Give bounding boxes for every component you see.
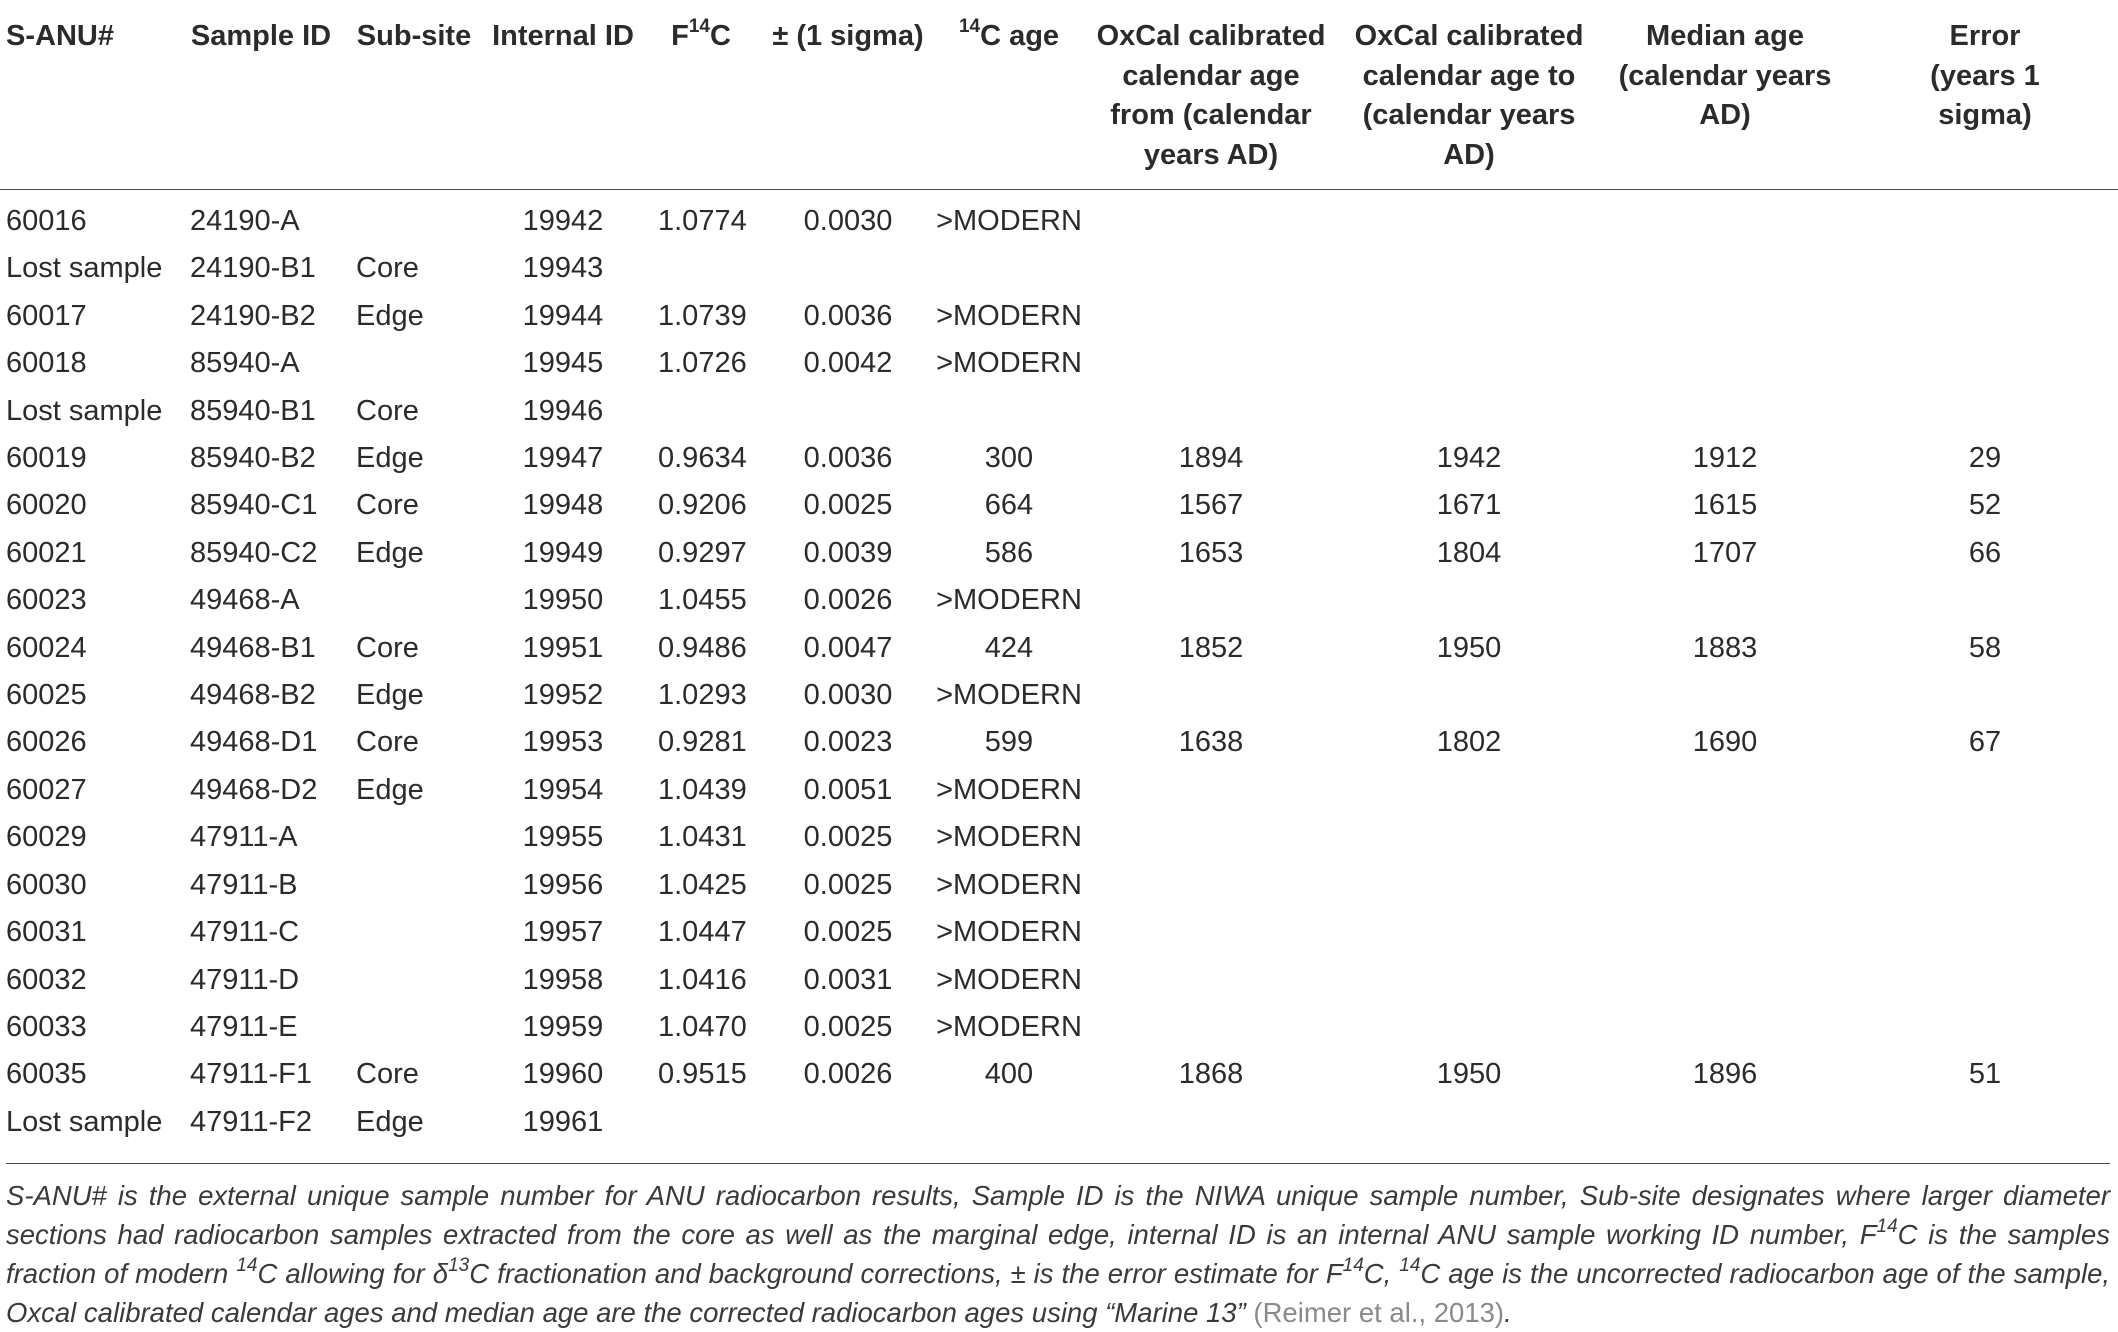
footnote-text-1: S-ANU# is the external unique sample number for ANU radiocarbon results, Sample ID is the NIWA unique sample number, Sub-site — [6, 1180, 1681, 1211]
cell-14c-age: >MODERN — [936, 205, 1082, 237]
cell-median-age — [1598, 862, 1852, 909]
cell-calibrated-from: 1852 — [1178, 631, 1244, 664]
cell-sub-site — [344, 340, 484, 387]
cell-median-age — [1598, 340, 1852, 387]
cell-median-age — [1598, 293, 1852, 340]
cell-sigma: 0.0042 — [803, 347, 893, 380]
cell-sub-site — [344, 957, 484, 1004]
cell-sigma: 0.0039 — [803, 536, 893, 569]
cell-f14c: 0.9515 — [658, 1058, 747, 1091]
cell-sigma — [760, 1099, 936, 1146]
cell-14c-age: >MODERN — [936, 773, 1082, 806]
cell-calibrated-to — [1340, 1099, 1598, 1146]
cell-median-age: 1883 — [1692, 631, 1758, 664]
cell-sub-site: Edge — [356, 773, 424, 806]
cell-error: 58 — [1968, 631, 2002, 664]
cell-f14c: 1.0439 — [658, 773, 747, 806]
cell-s-anu: 60016 — [6, 205, 87, 237]
cell-error — [1852, 814, 2118, 861]
table-row — [0, 625, 2118, 672]
cell-error — [1852, 1004, 2118, 1051]
cell-calibrated-from: 1868 — [1178, 1058, 1244, 1091]
cell-error: 51 — [1968, 1058, 2002, 1091]
cell-internal-id: 19954 — [522, 773, 604, 806]
cell-error — [1852, 767, 2118, 814]
cell-median-age — [1598, 957, 1852, 1004]
cell-calibrated-from — [1082, 767, 1340, 814]
header-14c-age: $^{14}$C age — [958, 16, 1060, 52]
cell-f14c: 0.9206 — [658, 489, 747, 522]
cell-calibrated-to — [1340, 388, 1598, 435]
cell-internal-id: 19943 — [522, 252, 604, 285]
cell-internal-id: 19946 — [522, 394, 604, 427]
cell-median-age — [1598, 909, 1852, 956]
cell-sample-id: 47911-C — [190, 916, 300, 949]
cell-median-age — [1598, 577, 1852, 624]
cell-calibrated-to: 1950 — [1436, 1058, 1502, 1091]
cell-sigma: 0.0023 — [803, 726, 893, 759]
cell-sample-id: 49468-B2 — [190, 679, 316, 712]
cell-error — [1852, 1099, 2118, 1146]
cell-s-anu: 60020 — [6, 489, 87, 522]
cell-sigma — [760, 388, 936, 435]
footnote-text-2: designates where larger diameter sections had radiocarbon samples extracted from the core as well as the marginal edge, internal ID — [6, 1180, 2111, 1250]
cell-14c-age: >MODERN — [936, 821, 1082, 854]
cell-calibrated-from — [1082, 1004, 1340, 1051]
cell-calibrated-to: 1671 — [1436, 489, 1502, 522]
header-median-age: Median age (calendar years AD) — [1618, 20, 1832, 131]
cell-calibrated-from — [1082, 293, 1340, 340]
table-row — [0, 340, 2118, 387]
cell-calibrated-to — [1340, 245, 1598, 292]
cell-error: 52 — [1968, 489, 2002, 522]
cell-calibrated-from — [1082, 198, 1340, 245]
cell-calibrated-from: 1638 — [1178, 726, 1244, 759]
cell-median-age: 1912 — [1692, 442, 1758, 475]
cell-s-anu: Lost sample — [6, 252, 163, 285]
cell-s-anu: 60023 — [6, 584, 87, 617]
cell-sample-id: 47911-B — [190, 868, 298, 901]
cell-sub-site — [344, 862, 484, 909]
cell-f14c: 1.0739 — [658, 299, 747, 332]
cell-internal-id: 19960 — [522, 1058, 604, 1091]
cell-calibrated-to: 1950 — [1436, 631, 1502, 664]
cell-sigma: 0.0025 — [803, 821, 893, 854]
cell-internal-id: 19953 — [522, 726, 604, 759]
cell-f14c: 1.0726 — [658, 347, 747, 380]
cell-calibrated-from — [1082, 1099, 1340, 1146]
table-row — [0, 198, 2118, 245]
cell-sample-id: 24190-B1 — [190, 252, 316, 285]
cell-calibrated-from — [1082, 577, 1340, 624]
cell-s-anu: 60025 — [6, 679, 87, 712]
table-row — [0, 1051, 2118, 1098]
cell-internal-id: 19956 — [522, 868, 604, 901]
cell-internal-id: 19949 — [522, 536, 604, 569]
cell-14c-age: >MODERN — [936, 868, 1082, 901]
cell-sample-id: 85940-B1 — [190, 394, 316, 427]
cell-14c-age: 586 — [984, 536, 1034, 569]
cell-internal-id: 19945 — [522, 347, 604, 380]
cell-median-age — [1598, 814, 1852, 861]
cell-calibrated-to — [1340, 577, 1598, 624]
table-row — [0, 245, 2118, 292]
cell-error — [1852, 245, 2118, 292]
cell-sample-id: 47911-A — [190, 821, 298, 854]
cell-s-anu: 60031 — [6, 916, 87, 949]
cell-sample-id: 49468-A — [190, 584, 300, 617]
table-row — [0, 909, 2118, 956]
cell-sigma: 0.0051 — [803, 773, 893, 806]
cell-calibrated-to — [1340, 767, 1598, 814]
cell-f14c — [642, 1099, 760, 1146]
cell-sub-site: Edge — [356, 442, 424, 475]
table-footnote: S-ANU# is the external unique sample number for ANU radiocarbon results, Sample ID is the NIWA unique sample number, Sub-site designates where larger diameter sections had radiocarbon samples extracted from the core as well as the marginal edge, internal ID is an internal ANU sample working ID number, $F^{14}C$ is the samples fraction of modern $^{14}$C allowing for $\delta^{13}C$ fractionation and background corrections, ± is the error estimate for $F^{14}C$, $^{14}$C age is the uncorrected radiocarbon age of the sample, Oxcal calibrated calendar ages and median age are the corrected radiocarbon ages using “Marine 13” (Reimer et al., 2013). — [6, 1163, 2110, 1332]
cell-error — [1852, 957, 2118, 1004]
table-row — [0, 482, 2118, 529]
cell-error — [1852, 198, 2118, 245]
cell-median-age — [1598, 198, 1852, 245]
cell-sub-site — [344, 577, 484, 624]
table-row — [0, 767, 2118, 814]
cell-median-age: 1896 — [1692, 1058, 1758, 1091]
cell-calibrated-to: 1802 — [1436, 726, 1502, 759]
cell-sub-site: Core — [356, 726, 419, 759]
cell-median-age — [1598, 767, 1852, 814]
cell-14c-age: >MODERN — [936, 299, 1082, 332]
table-row — [0, 530, 2118, 577]
cell-s-anu: 60019 — [6, 442, 87, 475]
cell-s-anu: 60033 — [6, 1010, 87, 1043]
cell-error — [1852, 577, 2118, 624]
cell-calibrated-to — [1340, 1004, 1598, 1051]
cell-sub-site: Core — [356, 394, 419, 427]
cell-14c-age: >MODERN — [936, 916, 1082, 949]
cell-calibrated-to — [1340, 340, 1598, 387]
cell-14c-age: 400 — [984, 1058, 1034, 1091]
cell-calibrated-to — [1340, 909, 1598, 956]
cell-sample-id: 85940-C2 — [190, 536, 318, 569]
table-row — [0, 577, 2118, 624]
cell-sigma: 0.0036 — [803, 442, 893, 475]
cell-s-anu: 60027 — [6, 773, 87, 806]
cell-calibrated-from — [1082, 388, 1340, 435]
table-row — [0, 957, 2118, 1004]
cell-internal-id: 19961 — [522, 1105, 604, 1138]
cell-calibrated-from — [1082, 814, 1340, 861]
cell-sigma: 0.0025 — [803, 916, 893, 949]
cell-median-age: 1690 — [1692, 726, 1758, 759]
cell-f14c: 1.0425 — [658, 868, 747, 901]
table-row — [0, 814, 2118, 861]
cell-sigma: 0.0026 — [803, 584, 893, 617]
cell-f14c: 1.0293 — [658, 679, 747, 712]
cell-sub-site: Core — [356, 252, 419, 285]
cell-error — [1852, 909, 2118, 956]
header-calibrated-to: OxCal calibrated calendar age to (calendar years AD) — [1354, 20, 1584, 171]
cell-error: 66 — [1968, 536, 2002, 569]
cell-sample-id: 24190-B2 — [190, 299, 316, 332]
cell-calibrated-from — [1082, 245, 1340, 292]
cell-sigma: 0.0025 — [803, 868, 893, 901]
table-body — [0, 175, 2118, 1146]
cell-f14c — [642, 245, 760, 292]
cell-internal-id: 19950 — [522, 584, 604, 617]
header-sigma: ± (1 sigma) — [772, 20, 924, 52]
cell-f14c: 1.0774 — [658, 205, 747, 237]
cell-sub-site: Edge — [356, 1105, 424, 1138]
cell-internal-id: 19957 — [522, 916, 604, 949]
table-row — [0, 435, 2118, 482]
cell-14c-age: 664 — [984, 489, 1034, 522]
cell-sample-id: 49468-B1 — [190, 631, 316, 664]
cell-sigma: 0.0030 — [803, 679, 893, 712]
cell-s-anu: 60017 — [6, 299, 87, 332]
cell-sample-id: 24190-A — [190, 205, 300, 237]
cell-error: 67 — [1968, 726, 2002, 759]
cell-sigma: 0.0031 — [803, 963, 893, 996]
cell-calibrated-from: 1567 — [1178, 489, 1244, 522]
header-internal-id: Internal ID — [492, 20, 634, 52]
cell-internal-id: 19947 — [522, 442, 604, 475]
cell-sub-site — [344, 909, 484, 956]
cell-calibrated-from — [1082, 957, 1340, 1004]
cell-median-age — [1598, 1099, 1852, 1146]
cell-f14c — [642, 388, 760, 435]
cell-internal-id: 19951 — [522, 631, 604, 664]
cell-calibrated-to — [1340, 814, 1598, 861]
header-s-anu: S-ANU# — [6, 20, 114, 52]
table-spacer — [0, 190, 2118, 199]
cell-sample-id: 47911-D — [190, 963, 300, 996]
header-sample-id: Sample ID — [190, 20, 332, 52]
cell-f14c: 0.9281 — [658, 726, 747, 759]
cell-internal-id: 19952 — [522, 679, 604, 712]
cell-calibrated-from — [1082, 340, 1340, 387]
cell-14c-age: >MODERN — [936, 1010, 1082, 1043]
cell-14c-age — [936, 388, 1082, 435]
cell-calibrated-from — [1082, 862, 1340, 909]
table-row — [0, 1099, 2118, 1146]
cell-f14c: 0.9486 — [658, 631, 747, 664]
cell-sample-id: 47911-F1 — [190, 1058, 312, 1091]
cell-sub-site — [344, 1004, 484, 1051]
cell-calibrated-to — [1340, 862, 1598, 909]
cell-internal-id: 19944 — [522, 299, 604, 332]
cell-calibrated-from — [1082, 909, 1340, 956]
cell-calibrated-from: 1653 — [1178, 536, 1244, 569]
cell-median-age: 1615 — [1692, 489, 1758, 522]
cell-f14c: 1.0447 — [658, 916, 747, 949]
table-row — [0, 862, 2118, 909]
cell-median-age — [1598, 672, 1852, 719]
table-row — [0, 719, 2118, 766]
cell-median-age — [1598, 1004, 1852, 1051]
cell-s-anu: Lost sample — [6, 1105, 163, 1138]
cell-calibrated-to — [1340, 957, 1598, 1004]
cell-sigma — [760, 245, 936, 292]
cell-sub-site: Core — [356, 631, 419, 664]
cell-14c-age — [936, 245, 1082, 292]
cell-error — [1852, 862, 2118, 909]
cell-14c-age: 300 — [984, 442, 1034, 475]
cell-calibrated-to — [1340, 198, 1598, 245]
cell-14c-age: 424 — [984, 631, 1034, 664]
cell-f14c: 1.0470 — [658, 1010, 747, 1043]
cell-calibrated-to: 1804 — [1436, 536, 1502, 569]
cell-sub-site: Core — [356, 1058, 419, 1091]
cell-sub-site: Edge — [356, 536, 424, 569]
cell-s-anu: 60029 — [6, 821, 87, 854]
cell-14c-age: >MODERN — [936, 347, 1082, 380]
table-row — [0, 293, 2118, 340]
cell-s-anu: 60035 — [6, 1058, 87, 1091]
cell-sub-site — [344, 814, 484, 861]
cell-median-age — [1598, 245, 1852, 292]
cell-f14c: 1.0416 — [658, 963, 747, 996]
cell-f14c: 1.0455 — [658, 584, 747, 617]
table-row — [0, 388, 2118, 435]
cell-error: 29 — [1968, 442, 2002, 475]
cell-sample-id: 47911-E — [190, 1010, 298, 1043]
header-sub-site: Sub-site — [356, 20, 472, 52]
cell-s-anu: Lost sample — [6, 394, 163, 427]
footnote-text-3a: is an internal ANU sample working ID number, F — [1266, 1219, 1877, 1250]
cell-14c-age: >MODERN — [936, 584, 1082, 617]
cell-sub-site: Edge — [356, 299, 424, 332]
cell-calibrated-from — [1082, 672, 1340, 719]
cell-f14c: 1.0431 — [658, 821, 747, 854]
citation-link[interactable]: (Reimer et al., 2013) — [1253, 1297, 1505, 1328]
cell-sample-id: 49468-D2 — [190, 773, 318, 806]
cell-calibrated-to — [1340, 293, 1598, 340]
cell-sigma: 0.0025 — [803, 1010, 893, 1043]
cell-internal-id: 19948 — [522, 489, 604, 522]
cell-sample-id: 85940-C1 — [190, 489, 318, 522]
cell-14c-age — [936, 1099, 1082, 1146]
cell-internal-id: 19958 — [522, 963, 604, 996]
cell-sub-site — [344, 198, 484, 245]
cell-median-age: 1707 — [1692, 536, 1758, 569]
cell-s-anu: 60030 — [6, 868, 87, 901]
cell-s-anu: 60018 — [6, 347, 87, 380]
cell-s-anu: 60026 — [6, 726, 87, 759]
cell-sigma: 0.0026 — [803, 1058, 893, 1091]
cell-error — [1852, 388, 2118, 435]
cell-calibrated-to: 1942 — [1436, 442, 1502, 475]
cell-sigma: 0.0025 — [803, 489, 893, 522]
cell-median-age — [1598, 388, 1852, 435]
cell-internal-id: 19959 — [522, 1010, 604, 1043]
cell-sigma: 0.0036 — [803, 299, 893, 332]
cell-sample-id: 85940-A — [190, 347, 300, 380]
cell-14c-age: >MODERN — [936, 963, 1082, 996]
header-f14c: $F^{14}C$ — [671, 16, 731, 52]
cell-sigma: 0.0047 — [803, 631, 893, 664]
cell-14c-age: 599 — [984, 726, 1034, 759]
cell-sigma: 0.0030 — [803, 205, 893, 237]
cell-calibrated-from: 1894 — [1178, 442, 1244, 475]
cell-s-anu: 60032 — [6, 963, 87, 996]
table-row — [0, 672, 2118, 719]
cell-error — [1852, 293, 2118, 340]
cell-sample-id: 85940-B2 — [190, 442, 316, 475]
cell-f14c: 0.9634 — [658, 442, 747, 475]
header-rule — [0, 175, 2118, 190]
cell-internal-id: 19955 — [522, 821, 604, 854]
cell-14c-age: >MODERN — [936, 679, 1082, 712]
cell-sub-site: Core — [356, 489, 419, 522]
cell-s-anu: 60024 — [6, 631, 87, 664]
cell-f14c: 0.9297 — [658, 536, 747, 569]
cell-error — [1852, 672, 2118, 719]
header-error: Error (years 1 sigma) — [1930, 20, 2040, 131]
cell-s-anu: 60021 — [6, 536, 87, 569]
cell-internal-id: 19942 — [522, 205, 604, 237]
table-row — [0, 1004, 2118, 1051]
header-calibrated-from: OxCal calibrated calendar age from (calendar years AD) — [1096, 20, 1326, 171]
cell-error — [1852, 340, 2118, 387]
cell-sample-id: 47911-F2 — [190, 1105, 312, 1138]
cell-sub-site: Edge — [356, 679, 424, 712]
table-header — [0, 0, 2118, 175]
cell-calibrated-to — [1340, 672, 1598, 719]
cell-sample-id: 49468-D1 — [190, 726, 318, 759]
